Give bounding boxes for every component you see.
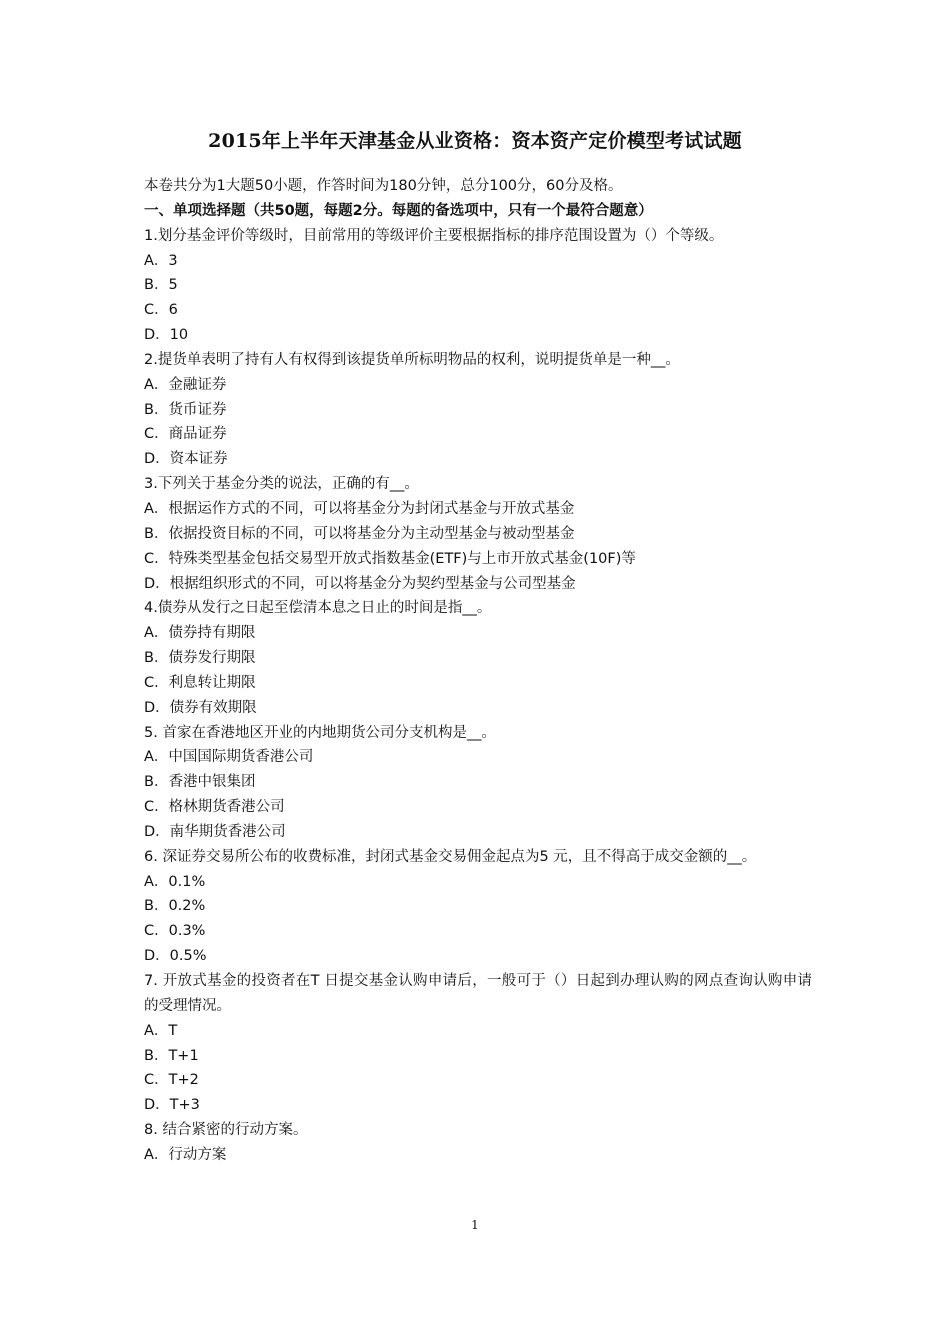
document-body: [144, 174, 812, 1168]
answer-option: A．金融证券: [144, 376, 227, 393]
answer-option: B．香港中银集团: [144, 774, 256, 791]
answer-option: A．债券持有期限: [144, 625, 256, 642]
answer-option: D．T+3: [144, 1097, 200, 1114]
question-stem: 6. 深证券交易所公布的收费标准，封闭式基金交易佣金起点为5 元，且不得高于成交金额的__。: [144, 848, 757, 865]
question-stem: 3.下列关于基金分类的说法，正确的有__。: [144, 476, 419, 493]
question-stem: 2.提货单表明了持有人有权得到该提货单所标明物品的权利，说明提货单是一种__。: [144, 351, 680, 368]
question-stem: 1.划分基金评价等级时，目前常用的等级评价主要根据指标的排序范围设置为（）个等级。: [144, 227, 724, 244]
answer-option: A．3: [144, 252, 178, 269]
question-stem: 5. 首家在香港地区开业的内地期货公司分支机构是__。: [144, 724, 496, 741]
answer-option: D．0.5%: [144, 948, 207, 965]
question-stem: 7. 开放式基金的投资者在T 日提交基金认购申请后，一般可于（）日起到办理认购的网点查询认购申请的受理情况。: [144, 973, 812, 1014]
page-title: 2015年上半年天津基金从业资格：资本资产定价模型考试试题: [208, 130, 742, 152]
answer-option: D．10: [144, 327, 189, 344]
answer-option: B．0.2%: [144, 898, 206, 915]
answer-option: B．T+1: [144, 1047, 199, 1064]
answer-option: A．T: [144, 1022, 178, 1039]
answer-option: D．南华期货香港公司: [144, 823, 286, 840]
answer-option: C．6: [144, 302, 178, 319]
answer-option: D．债券有效期限: [144, 699, 257, 716]
answer-option: A．行动方案: [144, 1146, 227, 1163]
answer-option: B．依据投资目标的不同，可以将基金分为主动型基金与被动型基金: [144, 525, 575, 542]
answer-option: D．资本证券: [144, 451, 228, 468]
section-heading: 一、单项选择题（共50题，每题2分。每题的备选项中，只有一个最符合题意）: [144, 202, 653, 219]
answer-option: C．0.3%: [144, 923, 206, 940]
exam-intro: 本卷共分为1大题50小题，作答时间为180分钟，总分100分，60分及格。: [144, 178, 623, 194]
answer-option: A．根据运作方式的不同，可以将基金分为封闭式基金与开放式基金: [144, 500, 575, 517]
answer-option: C．利息转让期限: [144, 674, 256, 691]
answer-option: C．商品证券: [144, 426, 227, 443]
answer-option: A．中国国际期货香港公司: [144, 749, 314, 766]
answer-option: B．5: [144, 277, 178, 294]
answer-option: B．货币证券: [144, 401, 227, 418]
page-number: 1: [471, 1218, 479, 1232]
question-stem: 4.债券从发行之日起至偿清本息之日止的时间是指__。: [144, 600, 492, 617]
answer-option: C．格林期货香港公司: [144, 799, 285, 816]
answer-option: C．特殊类型基金包括交易型开放式指数基金(ETF)与上市开放式基金(10F)等: [144, 550, 636, 567]
answer-option: A．0.1%: [144, 873, 206, 890]
answer-option: B．债券发行期限: [144, 650, 256, 667]
answer-option: C．T+2: [144, 1072, 199, 1089]
answer-option: D．根据组织形式的不同，可以将基金分为契约型基金与公司型基金: [144, 575, 576, 592]
question-stem: 8. 结合紧密的行动方案。: [144, 1122, 308, 1139]
